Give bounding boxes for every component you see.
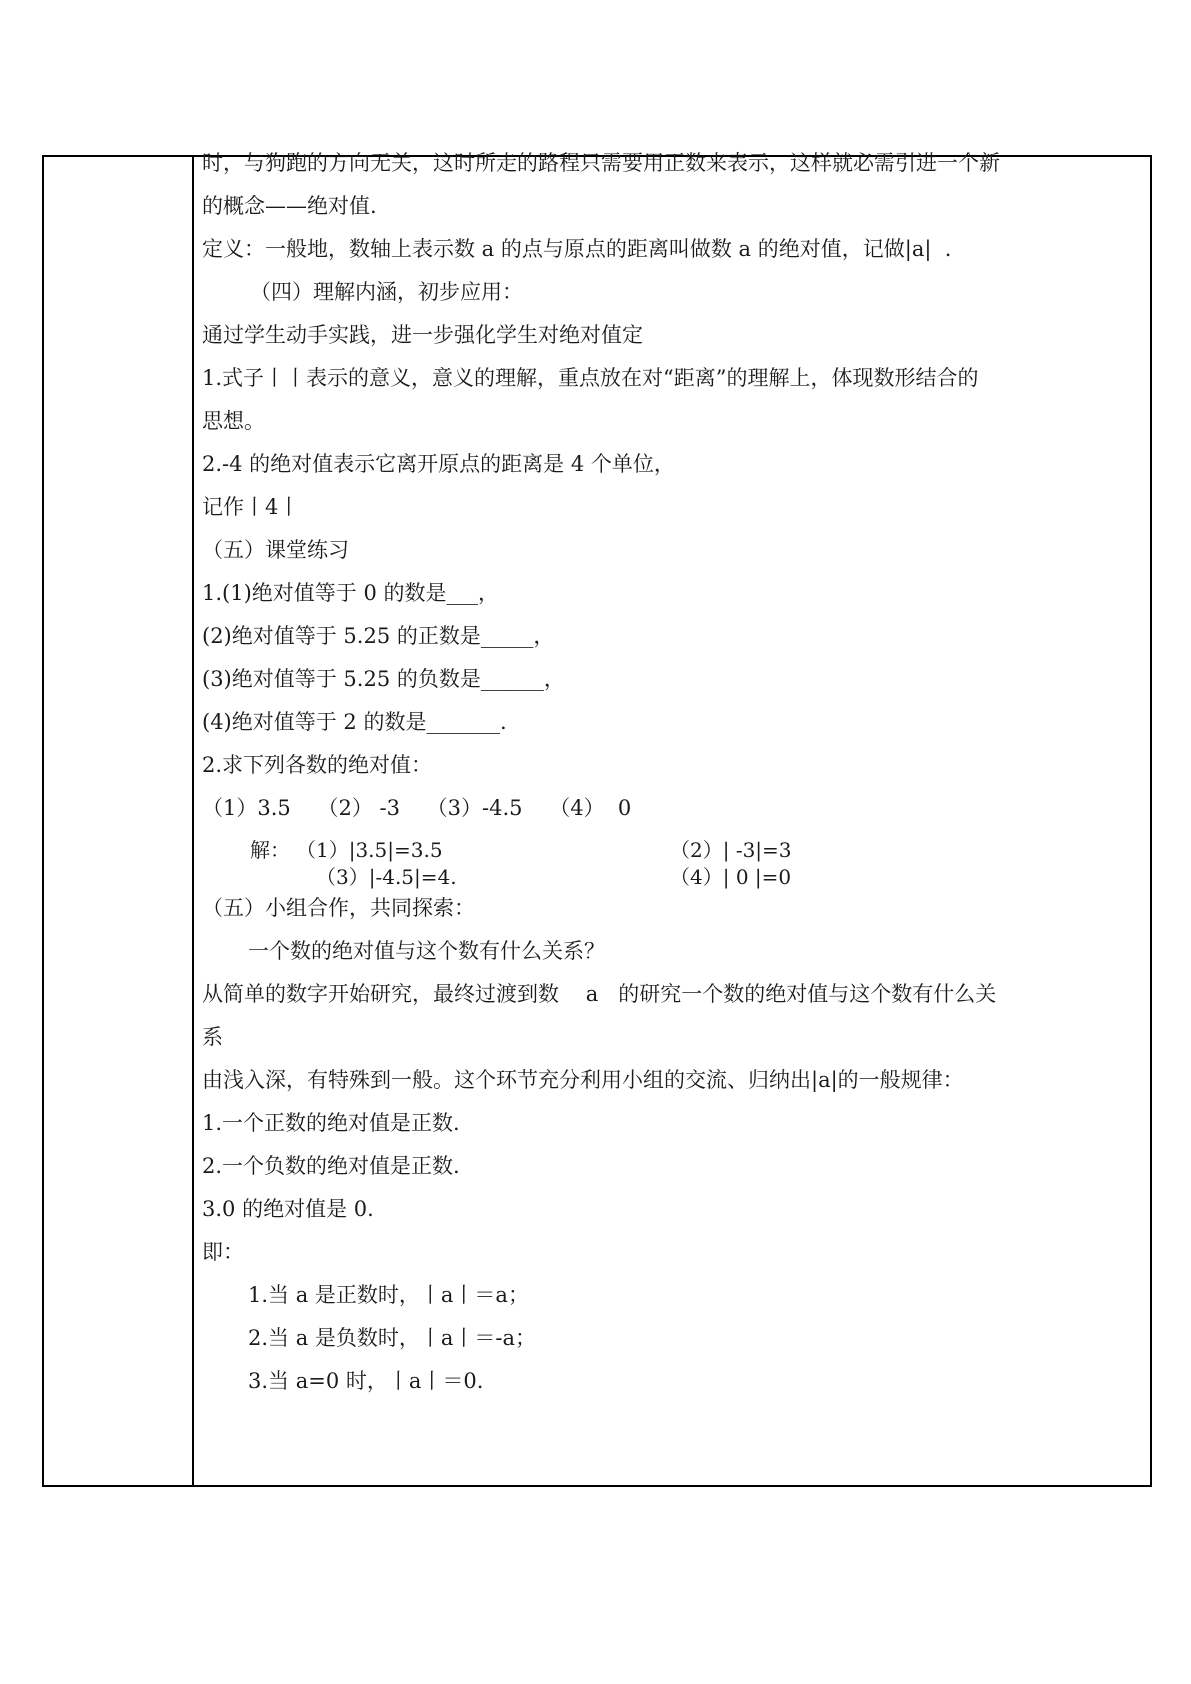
exercise-line: 1.(1)绝对值等于 0 的数是___， <box>202 581 499 605</box>
exercise-line: （1）3.5 （2） -3 （3）-4.5 （4） 0 <box>202 796 632 820</box>
rule-line: 2.当 a 是负数时，丨a丨＝-a； <box>248 1326 537 1350</box>
text-line: 思想。 <box>202 409 265 433</box>
solution-item: （1）|3.5|=3.5 <box>296 838 443 862</box>
column-divider <box>192 157 194 1485</box>
text-line: 的概念——绝对值. <box>202 194 377 218</box>
exercise-line: (3)绝对值等于 5.25 的负数是______， <box>202 667 565 691</box>
text-line: 即： <box>202 1240 244 1264</box>
text-line: 由浅入深，有特殊到一般。这个环节充分利用小组的交流、归纳出|a|的一般规律： <box>202 1068 964 1092</box>
rule-line: 1.一个正数的绝对值是正数. <box>202 1111 460 1135</box>
definition-line: 定义：一般地，数轴上表示数 a 的点与原点的距离叫做数 a 的绝对值，记做|a| . <box>202 237 952 261</box>
solution-item: （4）| 0 |=0 <box>670 865 792 889</box>
exercise-line: (2)绝对值等于 5.25 的正数是_____， <box>202 624 555 648</box>
lesson-table <box>42 151 1152 1487</box>
text-line: 记作丨4丨 <box>202 495 300 519</box>
solution-item: （2）| -3|=3 <box>670 838 792 862</box>
solution-label: 解： <box>250 838 290 862</box>
exercise-line: (4)绝对值等于 2 的数是_______. <box>202 710 507 734</box>
solution-item: （3）|-4.5|=4. <box>316 865 457 889</box>
rule-line: 2.一个负数的绝对值是正数. <box>202 1154 460 1178</box>
rule-line: 3.0 的绝对值是 0. <box>202 1197 374 1221</box>
text-line: 2.-4 的绝对值表示它离开原点的距离是 4 个单位， <box>202 452 675 476</box>
text-line: 通过学生动手实践，进一步强化学生对绝对值定 <box>202 323 643 347</box>
text-line: 时，与狗跑的方向无关，这时所走的路程只需要用正数来表示，这样就必需引进一个新 <box>202 151 1000 175</box>
section-heading: （四）理解内涵，初步应用： <box>250 280 523 304</box>
text-line: 一个数的绝对值与这个数有什么关系？ <box>248 939 605 963</box>
text-line: 系 <box>202 1025 223 1049</box>
rule-line: 1.当 a 是正数时，丨a丨＝a； <box>248 1283 529 1307</box>
exercise-line: 2.求下列各数的绝对值： <box>202 753 433 777</box>
rule-line: 3.当 a=0 时，丨a丨＝0. <box>248 1369 484 1393</box>
section-heading: （五）小组合作，共同探索： <box>202 896 475 920</box>
section-heading: （五）课堂练习 <box>202 538 349 562</box>
text-line: 从简单的数字开始研究，最终过渡到数 a 的研究一个数的绝对值与这个数有什么关 <box>202 982 997 1006</box>
text-line: 1.式子丨丨表示的意义，意义的理解，重点放在对“距离”的理解上，体现数形结合的 <box>202 366 979 390</box>
